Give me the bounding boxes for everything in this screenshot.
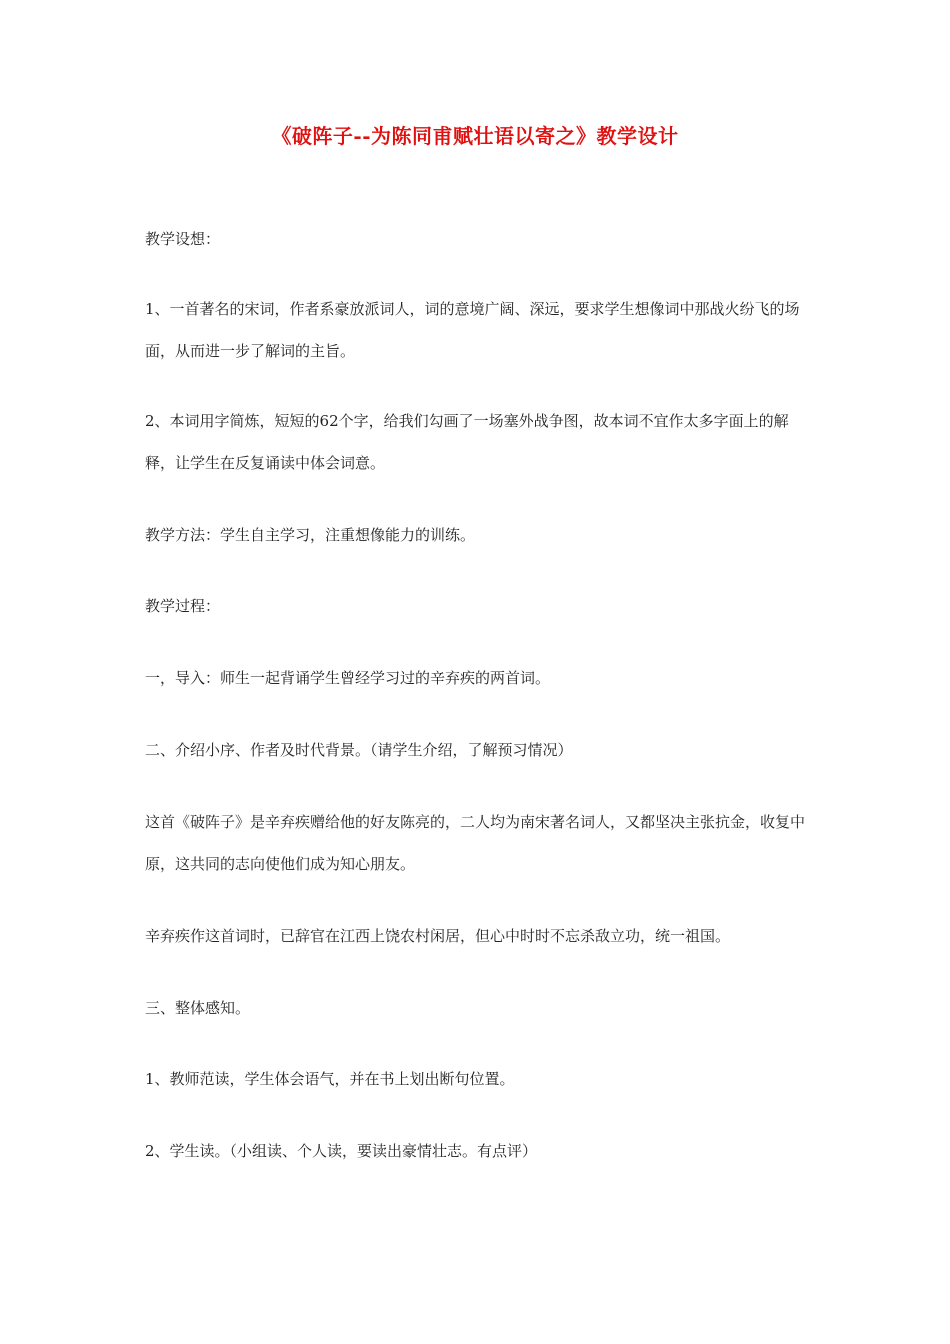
paragraph-step-3-perception: 三、整体感知。 [145, 999, 251, 1017]
paragraph-teaching-concept-heading: 教学设想： [145, 230, 221, 248]
paragraph-concept-1: 1、一首著名的宋词，作者系豪放派词人，词的意境广阔、深远，要求学生想像词中那战火纷飞的场面，从而进一步了解词的主旨。 [145, 300, 800, 360]
paragraph-teaching-method: 教学方法：学生自主学习，注重想像能力的训练。 [145, 526, 476, 544]
document-title: 《破阵子--为陈同甫赋壮语以寄之》教学设计 [271, 124, 679, 148]
paragraph-background-detail-1: 这首《破阵子》是辛弃疾赠给他的好友陈亮的，二人均为南宋著名词人，又都坚决主张抗金，收复中原，这共同的志向使他们成为知心朋友。 [145, 813, 806, 873]
paragraph-perception-1: 1、教师范读，学生体会语气，并在书上划出断句位置。 [145, 1070, 515, 1088]
paragraph-perception-2: 2、学生读。（小组读、个人读，要读出豪情壮志。有点评） [145, 1142, 538, 1160]
paragraph-concept-2: 2、本词用字简炼，短短的62个字，给我们勾画了一场塞外战争图，故本词不宜作太多字面上的解释，让学生在反复诵读中体会词意。 [145, 412, 789, 472]
paragraph-step-1-intro: 一，导入：师生一起背诵学生曾经学习过的辛弃疾的两首词。 [145, 669, 551, 687]
paragraph-background-detail-2: 辛弃疾作这首词时，已辞官在江西上饶农村闲居，但心中时时不忘杀敌立功，统一祖国。 [145, 927, 731, 945]
paragraph-step-2-background: 二、介绍小序、作者及时代背景。（请学生介绍，了解预习情况） [145, 741, 573, 759]
paragraph-teaching-process-heading: 教学过程： [145, 597, 221, 615]
